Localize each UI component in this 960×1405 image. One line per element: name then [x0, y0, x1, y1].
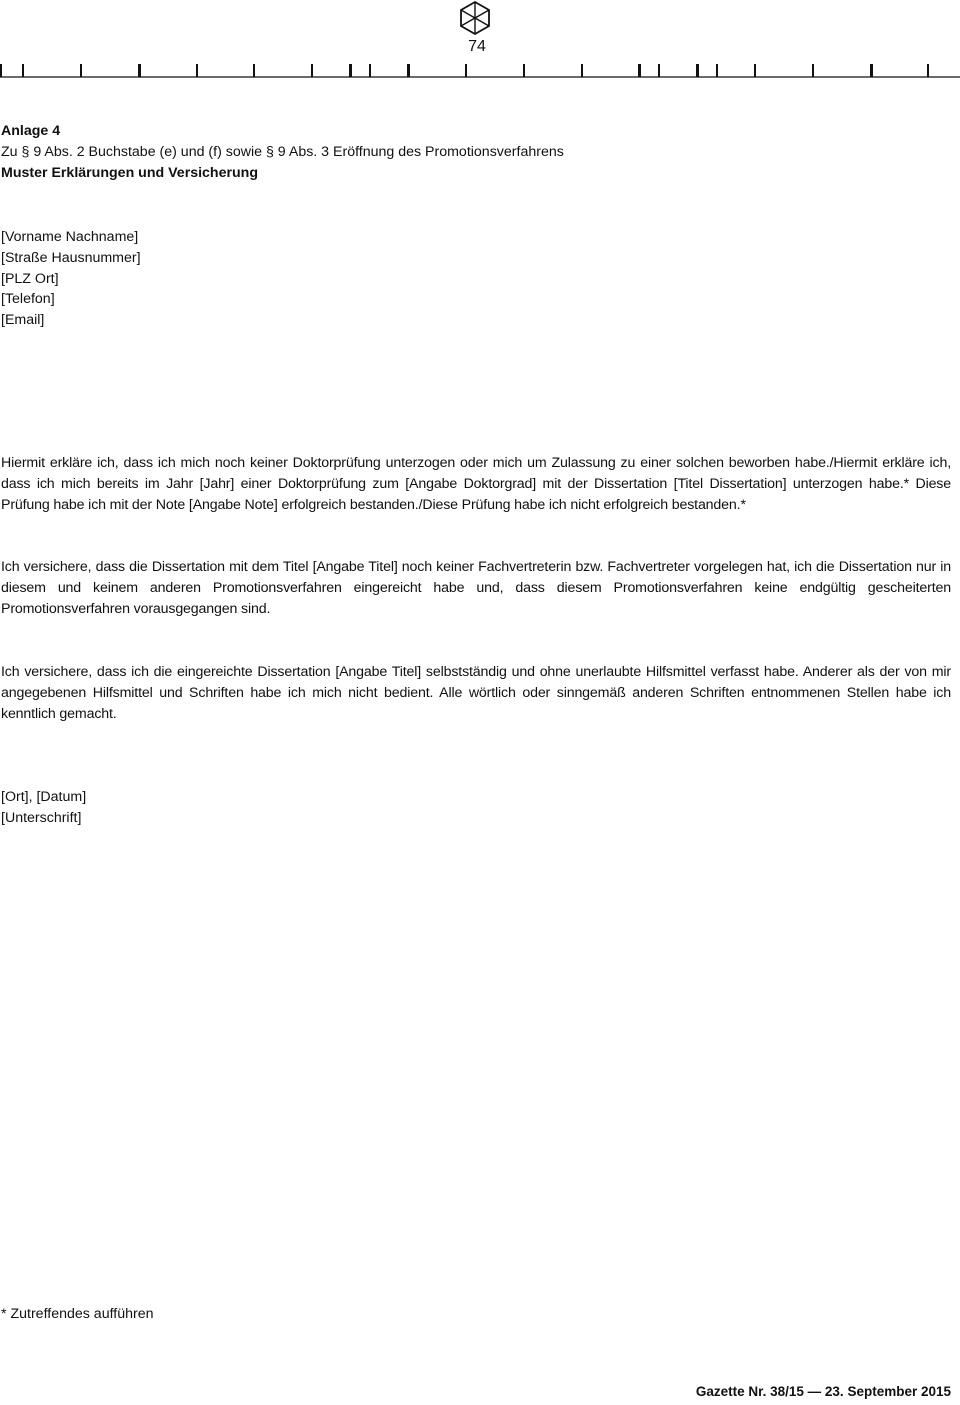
address-city: [PLZ Ort] [1, 270, 59, 287]
page-number: 74 [468, 38, 486, 55]
address-block [1, 227, 951, 331]
declaration-paragraph-2: Ich versichere, dass die Dissertation mit dem Titel [Angabe Titel] noch keiner Fachvertreterin bzw. Fachvertreter vorgelegen hat, ich die Dissertation nur in diesem und keinem anderen Promotionsverfahren eingereicht habe und, dass diesem Promotionsverfahren keine endgültig gescheiterten Promotionsverfahren vorausgegangen sind. [1, 559, 951, 617]
heading-anlage: Anlage 4 [1, 123, 61, 139]
ruler-bar [0, 62, 960, 78]
heading-title: Muster Erklärungen und Versicherung [1, 164, 259, 181]
document-heading [1, 121, 951, 183]
address-phone: [Telefon] [1, 291, 55, 308]
address-email: [Email] [1, 312, 45, 329]
address-street: [Straße Hausnummer] [1, 249, 141, 266]
place-date: [Ort], [Datum] [1, 789, 87, 805]
declaration-paragraph-1: Hiermit erkläre ich, dass ich mich noch keiner Doktorprüfung unterzogen oder mich um Zulassung zu einer solchen beworben habe./Hiermit erkläre ich, dass ich mich bereits im Jahr [Jahr] einer Doktorprüfung zum [Angabe Doktorgrad] mit der Dissertation [Titel Dissertation] unterzogen habe.* Diese Prüfung habe ich mit der Note [Angabe Note] erfolgreich bestanden./Diese Prüfung habe ich nicht erfolgreich bestanden.* [1, 455, 951, 513]
declaration-paragraph-3: Ich versichere, dass ich die eingereichte Dissertation [Angabe Titel] selbstständig und ohne unerlaubte Hilfsmittel verfasst habe. Anderer als der von mir angegebenen Hilfsmittel und Schriften habe ich mich nicht bedient. Alle wörtlich oder sinngemäß anderen Schriften entnommenen Stellen habe ich kenntlich gemacht. [1, 664, 951, 722]
footnote: * Zutreffendes aufführen [1, 1306, 154, 1322]
heading-reference: Zu § 9 Abs. 2 Buchstabe (e) und (f) sowie § 9 Abs. 3 Eröffnung des Promotionsverfahrens [1, 143, 564, 160]
address-name: [Vorname Nachname] [1, 229, 139, 245]
signature-line: [Unterschrift] [1, 809, 82, 826]
signature-block [1, 787, 951, 829]
hexagon-cube-icon [458, 0, 492, 36]
gazette-footer: Gazette Nr. 38/15 — 23. September 2015 [695, 1384, 951, 1399]
